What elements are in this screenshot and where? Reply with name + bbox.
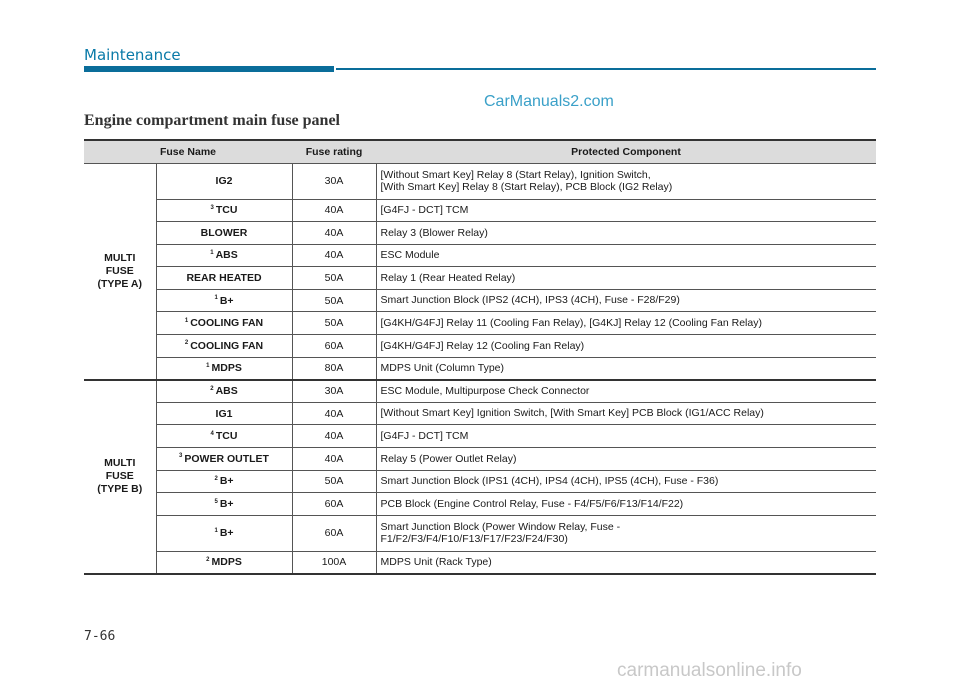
fuse-rating-cell: 50A [292,289,376,312]
protected-component-cell [376,199,876,222]
protected-component-cell [376,402,876,425]
table-row [84,199,876,222]
fuse-rating-cell: 40A [292,244,376,267]
footnote-marker: 3 [210,204,214,211]
protected-component-cell [376,163,876,199]
fuse-rating-cell: 30A [292,163,376,199]
col-header-fuse-rating: Fuse rating [292,140,376,163]
group-name-line: (TYPE A) [97,277,143,290]
fuse-rating-cell: 30A [292,380,376,403]
protected-component-line: [G4FJ - DCT] TCM [380,204,469,217]
col-header-fuse-name: Fuse Name [84,140,292,163]
table-row [84,357,876,380]
protected-component-cell [376,289,876,312]
fuse-name-cell [156,402,292,425]
protected-component-cell [376,380,876,403]
fuse-rating-cell: 40A [292,425,376,448]
fuse-name: REAR HEATED [186,272,262,285]
fuse-name-cell [156,448,292,471]
fuse-rating-cell: 40A [292,222,376,245]
watermark-bottom: carmanualsonline.info [617,660,802,681]
fuse-name-cell [156,551,292,574]
footnote-marker: 2 [206,556,210,563]
fuse-rating-cell: 80A [292,357,376,380]
group-name-cell [84,380,156,574]
footnote-marker: 1 [214,295,218,302]
protected-component-line: MDPS Unit (Column Type) [380,361,505,374]
protected-component-line: Smart Junction Block (IPS2 (4CH), IPS3 (4CH), Fuse - F28/F29) [380,294,680,307]
fuse-name-cell [156,163,292,199]
fuse-rating-cell: 60A [292,335,376,358]
table-row [84,493,876,516]
table-row [84,425,876,448]
table-row [84,312,876,335]
header-rule-thick [84,66,334,72]
protected-component-line: F1/F2/F3/F4/F10/F13/F17/F23/F24/F30) [380,533,568,546]
fuse-name: TCU [215,204,238,217]
protected-component-cell [376,551,876,574]
protected-component-line: Relay 5 (Power Outlet Relay) [380,452,517,465]
table-row [84,244,876,267]
fuse-name-cell [156,289,292,312]
group-name-line: MULTI [104,457,136,470]
fuse-name-cell [156,515,292,551]
protected-component-cell [376,244,876,267]
fuse-name-cell [156,357,292,380]
table-row [84,163,876,199]
group-name-cell [84,163,156,380]
footnote-marker: 2 [210,385,214,392]
protected-component-cell [376,470,876,493]
footnote-marker: 1 [184,317,189,324]
panel-title: Engine compartment main fuse panel [84,112,340,129]
table-row [84,470,876,493]
protected-component-line: Relay 3 (Blower Relay) [380,226,488,239]
fuse-rating-cell: 50A [292,470,376,493]
protected-component-line: [G4FJ - DCT] TCM [380,429,469,442]
table-row [84,448,876,471]
fuse-name-cell [156,222,292,245]
fuse-rating-cell: 60A [292,515,376,551]
protected-component-line: PCB Block (Engine Control Relay, Fuse - F4/F5/F6/F13/F14/F22) [380,497,684,510]
footnote-marker: 1 [214,527,218,534]
fuse-name: TCU [215,430,238,443]
fuse-name: IG2 [215,175,233,187]
table-row [84,380,876,403]
table-row [84,515,876,551]
table-row [84,289,876,312]
group-name-line: (TYPE B) [97,483,143,496]
fuse-name: MDPS [211,362,242,375]
fuse-rating-cell: 50A [292,312,376,335]
footnote-marker: 2 [214,475,218,482]
fuse-rating-cell: 40A [292,402,376,425]
footnote-marker: 2 [184,340,189,347]
fuse-name-cell [156,380,292,403]
footnote-marker: 4 [210,430,214,437]
fuse-name-cell [156,470,292,493]
protected-component-line: [G4KH/G4FJ] Relay 12 (Cooling Fan Relay) [380,339,585,352]
page-number: 7-66 [84,629,116,644]
protected-component-cell [376,312,876,335]
fuse-name: MDPS [211,556,242,569]
watermark-top: CarManuals2.com [484,93,614,110]
fuse-rating-cell: 40A [292,448,376,471]
fuse-rating-cell: 60A [292,493,376,516]
group-name-line: MULTI [104,251,136,264]
fuse-name: BLOWER [200,226,248,239]
table-row [84,551,876,574]
fuse-name-cell [156,335,292,358]
fuse-name-cell [156,267,292,290]
protected-component-line: Smart Junction Block (IPS1 (4CH), IPS4 (4CH), IPS5 (4CH), Fuse - F36) [380,475,719,488]
protected-component-line: Smart Junction Block (Power Window Relay, Fuse - [380,520,621,533]
protected-component-line: ESC Module, Multipurpose Check Connector [380,385,590,398]
protected-component-cell [376,448,876,471]
fuse-name: COOLING FAN [190,339,264,352]
fuse-rating-cell: 50A [292,267,376,290]
fuse-name-cell [156,493,292,516]
protected-component-line: [Without Smart Key] Ignition Switch, [With Smart Key] PCB Block (IG1/ACC Relay) [380,407,764,420]
fuse-name: IG1 [215,407,233,420]
group-name-line: FUSE [105,470,134,483]
protected-component-line: ESC Module [380,249,440,262]
protected-component-line: [With Smart Key] Relay 8 (Start Relay), PCB Block (IG2 Relay) [380,181,673,193]
footnote-marker: 1 [210,249,214,256]
table-row [84,335,876,358]
protected-component-line: MDPS Unit (Rack Type) [380,556,492,569]
table-row [84,267,876,290]
fuse-name-cell [156,425,292,448]
fuse-name: POWER OUTLET [184,452,269,465]
fuse-name: COOLING FAN [190,317,264,330]
group-name-line: FUSE [105,264,134,277]
fuse-name: B+ [219,498,234,511]
fuse-name: ABS [215,249,238,262]
table-header-row [84,140,876,163]
footnote-marker: 1 [206,362,210,369]
protected-component-line: [G4KH/G4FJ] Relay 11 (Cooling Fan Relay), [G4KJ] Relay 12 (Cooling Fan Relay) [380,317,762,330]
fuse-name: B+ [219,294,234,307]
protected-component-line: Relay 1 (Rear Heated Relay) [380,271,516,284]
protected-component-line: [Without Smart Key] Relay 8 (Start Relay), Ignition Switch, [380,168,651,181]
fuse-rating-cell: 100A [292,551,376,574]
table-row [84,402,876,425]
protected-component-cell [376,425,876,448]
protected-component-cell [376,222,876,245]
fuse-name: B+ [219,527,234,540]
protected-component-cell [376,493,876,516]
fuse-name: ABS [215,385,238,398]
fuse-rating-cell: 40A [292,199,376,222]
fuse-name-cell [156,199,292,222]
fuse-name: B+ [219,475,234,488]
fuse-table-body [84,163,876,574]
fuse-table [84,139,876,575]
fuse-name-cell [156,244,292,267]
footnote-marker: 3 [179,453,183,460]
section-header: Maintenance [84,46,181,64]
table-row [84,222,876,245]
footnote-marker: 5 [214,498,218,505]
protected-component-cell [376,335,876,358]
header-rule-thin [336,68,876,70]
col-header-protected-component: Protected Component [376,140,876,163]
protected-component-cell [376,357,876,380]
protected-component-cell [376,515,876,551]
fuse-name-cell [156,312,292,335]
protected-component-cell [376,267,876,290]
